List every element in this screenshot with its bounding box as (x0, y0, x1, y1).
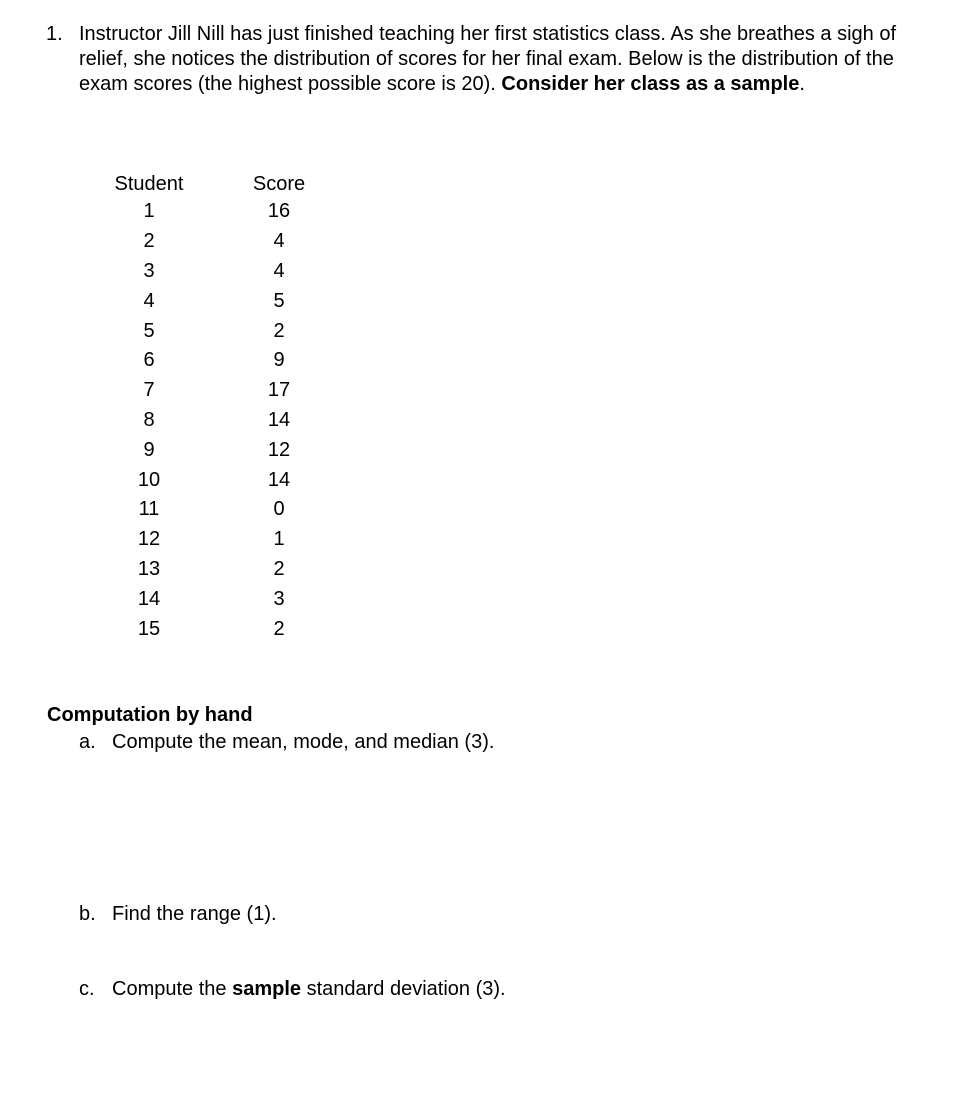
score-cell: 4 (273, 230, 285, 253)
table-row (98, 227, 358, 257)
student-cell: 6 (143, 349, 155, 372)
question-1 (46, 22, 926, 97)
student-cell: 15 (137, 617, 161, 640)
student-cell: 2 (143, 230, 155, 253)
student-cell: 11 (138, 498, 160, 521)
score-table-body (98, 197, 358, 644)
item-a (79, 729, 494, 755)
item-a-text: Compute the mean, mode, and median (3). (112, 731, 495, 753)
table-row (98, 257, 358, 287)
student-cell: 8 (143, 408, 155, 431)
table-row (98, 584, 358, 614)
table-row (98, 435, 358, 465)
table-row (98, 316, 358, 346)
table-row (98, 286, 358, 316)
item-a-label: a. (79, 731, 96, 753)
table-row (98, 406, 358, 436)
table-row (98, 525, 358, 555)
score-cell: 4 (273, 259, 285, 282)
item-b-label: b. (79, 903, 96, 925)
student-cell: 12 (137, 528, 161, 551)
table-row (98, 376, 358, 406)
question-intro: Instructor Jill Nill has just finished teaching her first statistics class. As she breathes a sigh of relief, she notices the distribution of scores for her final exam. Below is the distribution of the exam scores (the highest possible score is 20). (79, 23, 897, 95)
student-cell: 14 (137, 587, 161, 610)
score-cell: 17 (267, 379, 291, 402)
item-c-post: standard deviation (3). (301, 978, 506, 1000)
score-cell: 14 (267, 408, 291, 431)
score-cell: 2 (273, 319, 285, 342)
score-cell: 5 (273, 289, 285, 312)
score-cell: 2 (273, 617, 285, 640)
question-text (79, 22, 926, 97)
item-c-bold: sample (232, 978, 302, 1000)
score-cell: 9 (273, 349, 285, 372)
score-cell: 16 (267, 200, 291, 223)
score-cell: 12 (267, 438, 291, 461)
item-b-text: Find the range (1). (112, 903, 277, 925)
item-c (79, 976, 506, 1002)
score-cell: 1 (273, 528, 285, 551)
student-cell: 4 (143, 289, 155, 312)
student-cell: 9 (143, 438, 155, 461)
student-cell: 3 (143, 259, 155, 282)
score-table (98, 171, 358, 644)
table-header-row (98, 171, 358, 197)
student-cell: 5 (143, 319, 155, 342)
student-cell: 13 (137, 557, 161, 580)
score-cell: 14 (267, 468, 291, 491)
question-number: 1. (46, 23, 63, 45)
student-cell: 7 (143, 379, 155, 402)
table-row (98, 346, 358, 376)
table-row (98, 614, 358, 644)
item-c-pre: Compute the (112, 978, 233, 1000)
item-c-label: c. (79, 978, 95, 1000)
table-row (98, 465, 358, 495)
score-cell: 0 (273, 498, 285, 521)
score-cell: 3 (273, 587, 285, 610)
header-score: Score (252, 172, 306, 195)
item-b (79, 901, 277, 927)
question-end: . (799, 73, 805, 95)
computation-heading: Computation by hand (47, 704, 253, 726)
question-emphasis: Consider her class as a sample (501, 73, 800, 95)
score-cell: 2 (273, 557, 285, 580)
student-cell: 1 (143, 200, 155, 223)
student-cell: 10 (137, 468, 161, 491)
table-row (98, 495, 358, 525)
table-row (98, 555, 358, 585)
table-row (98, 197, 358, 227)
header-student: Student (114, 172, 184, 195)
